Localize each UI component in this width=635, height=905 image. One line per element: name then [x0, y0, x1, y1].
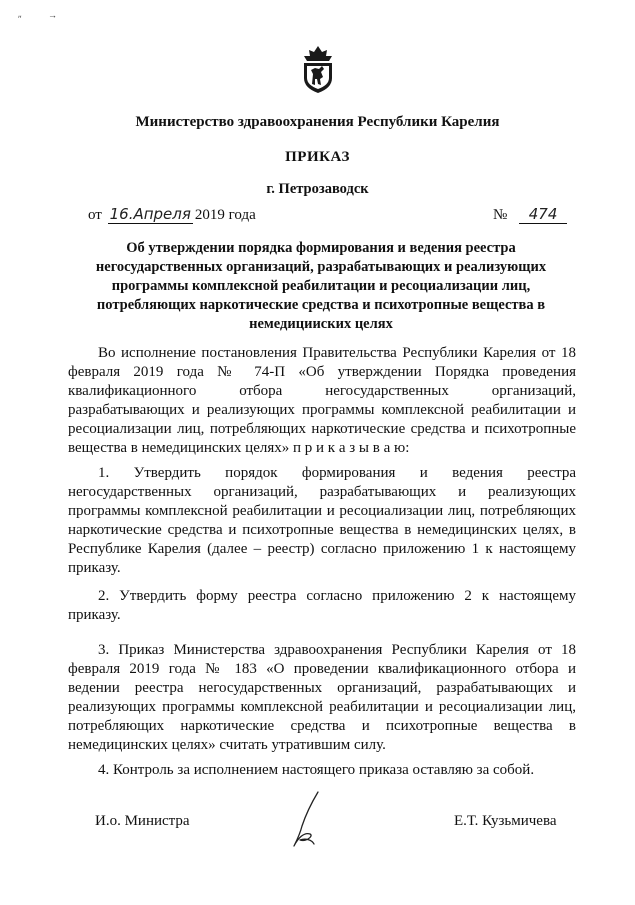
ministry-name: Министерство здравоохранения Республики Карелия [135, 114, 500, 130]
document-title: Об утверждении порядка формирования и ведения реестра негосударственных организаций, разрабатывающих и реализующих программы комплексной реабилитации и ресоциализации лиц, потребляющих наркотические средства и психотропные вещества в немедицииских целях [95, 240, 547, 332]
number-prefix: № [493, 207, 508, 223]
document-type: ПРИКАЗ [285, 149, 350, 165]
scan-artifact: ʺ [18, 14, 22, 24]
body-paragraph-2: 2. Утвердить форму реестра согласно приложению 2 к настоящему приказу. [68, 588, 576, 623]
city: г. Петрозаводск [266, 181, 369, 197]
body-paragraph-1: 1. Утвердить порядок формирования и ведения реестра негосударственных организаций, разрабатывающих и реализующих программы комплексной реабилитации и ресоциализации лиц, потребляющих наркотические средства и психотропные вещества в немедицинских целях, в Республике Карелия (далее – реестр) согласно приложению 1 к настоящему приказу. [68, 465, 576, 576]
scan-artifact: → [48, 10, 57, 20]
handwritten-date: 16.Апреля [109, 205, 191, 223]
body-paragraph-3: 3. Приказ Министерства здравоохранения Республики Карелия от 18 февраля 2019 года № 183 «О проведении квалификационного отбора и ведении реестра негосударственных организаций, разрабатывающих и реализующих программы комплексной реабилитации и ресоциализации лиц, потребляющих наркотические средства и психотропные вещества в немедицинских целях» считать утратившим силу. [68, 642, 576, 753]
date-suffix: 2019 года [194, 207, 256, 223]
date-line [88, 205, 256, 224]
order-number-line [493, 205, 567, 224]
body-paragraph-4: 4. Контроль за исполнением настоящего приказа оставляю за собой. [98, 762, 535, 778]
coat-of-arms-icon [300, 44, 336, 94]
signatory-name: Е.Т. Кузьмичева [454, 813, 557, 829]
signature-icon [282, 788, 330, 852]
body-paragraph-preamble: Во исполнение постановления Правительства Республики Карелия от 18 февраля 2019 года № 74-П «Об утверждении Порядка проведения квалификационного отбора негосударственных организаций, разрабатывающих и реализующих программы комплексной реабилитации и ресоциализации лиц, потребляющих наркотические средства и психотропные вещества в немедицинских целях» п р и к а з ы в а ю: [68, 345, 576, 456]
handwritten-number: 474 [519, 205, 567, 224]
signatory-position: И.о. Министра [95, 813, 190, 829]
date-prefix: от [88, 207, 102, 223]
